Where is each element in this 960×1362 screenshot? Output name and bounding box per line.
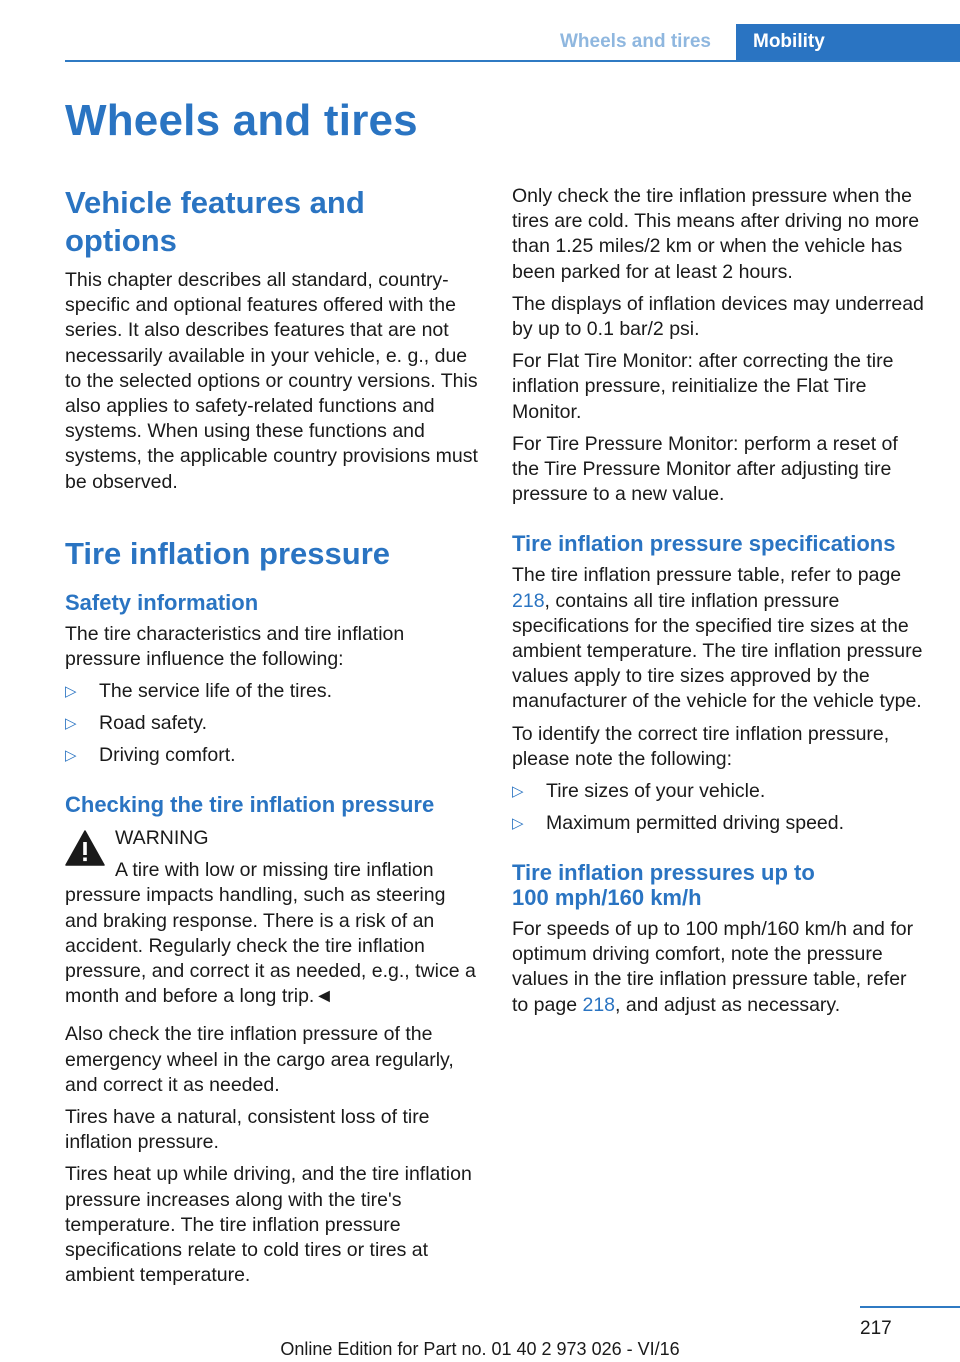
safety-information-text: The tire characteristics and tire inflation pressure influence the following: xyxy=(65,622,405,671)
bullet-triangle-icon: ▷ xyxy=(65,747,77,765)
edition-footer: Online Edition for Part no. 01 40 2 973 026 - VI/16 xyxy=(280,1339,680,1359)
list-item: ▷ The service life of the tires. xyxy=(65,680,333,703)
list-item: ▷ Maximum permitted driving speed. xyxy=(512,812,845,835)
bullet-triangle-icon: ▷ xyxy=(512,815,524,833)
list-item: ▷ Road safety. xyxy=(65,712,208,735)
checking-pressure-heading: Checking the tire inflation pressure xyxy=(65,792,435,818)
safety-bullet-list xyxy=(65,679,480,768)
tire-inflation-heading: Tire inflation pressure xyxy=(65,535,391,571)
header-chapter-tab: Mobility xyxy=(736,24,960,61)
page-title: Wheels and tires xyxy=(65,96,418,145)
natural-loss-text: Tires have a natural, consistent loss of tire inflation pressure. xyxy=(65,1106,430,1154)
heat-up-text: Tires heat up while driving, and the tire inflation pressure increases along with the tire's temperature. The tire inflation pressure specifications relate to cold tires or tires at ambient temperature. xyxy=(65,1163,472,1287)
header-section-label: Wheels and tires xyxy=(560,31,711,52)
list-item: ▷ Driving comfort. xyxy=(65,744,236,767)
flat-tire-monitor-text: For Flat Tire Monitor: after correcting the tire inflation pressure, reinitialize the Flat Tire Monitor. xyxy=(512,350,894,423)
vehicle-features-text: This chapter describes all standard, country-specific and optional features offered with the series. It also describes features that are not necessarily available in your vehicle, e. g., due to the selected options or country versions. This also applies to safety-related functions and systems. When using these functions and systems, the applicable country provisions must be observed. xyxy=(65,269,478,493)
cold-tires-text: Only check the tire inflation pressure when the tires are cold. This means after driving no more than 1.25 miles/2 km or when the vehicle has been parked for at least 2 hours. xyxy=(512,185,920,283)
vehicle-features-heading: Vehicle features and options xyxy=(65,185,365,258)
warning-text: A tire with low or missing tire inflation pressure impacts handling, such as steering and braking response. There is a risk of an accident. Regularly check the tire inflation pressure, and correct it as needed, e.g., twice a month and before a long trip.◄ xyxy=(65,859,476,1008)
list-item: ▷ Tire sizes of your vehicle. xyxy=(512,780,766,803)
page-link-218[interactable]: 218 xyxy=(582,993,616,1016)
warning-triangle-icon xyxy=(65,830,105,866)
footer-rule xyxy=(860,1306,960,1308)
identify-pressure-text: To identify the correct tire inflation pressure, please note the following: xyxy=(512,722,890,770)
page-number: 217 xyxy=(860,1318,892,1339)
right-column xyxy=(512,184,927,1018)
identify-bullet-list xyxy=(512,779,927,836)
warning-label: WARNING xyxy=(115,827,209,850)
header-rule xyxy=(65,60,960,62)
emergency-wheel-text: Also check the tire inflation pressure of the emergency wheel in the cargo area regularly, and correct it as needed. xyxy=(65,1023,454,1096)
safety-information-heading: Safety information xyxy=(65,589,259,615)
up-to-100-text: For speeds of up to 100 mph/160 km/h and for optimum driving comfort, note the pressure values in the tire inflation pressure table, refer to page 218, and adjust as necessary. xyxy=(512,918,914,1016)
specifications-text: The tire inflation pressure table, refer to page 218, contains all tire inflation pressure specifications for the specified tire sizes at the ambient temperature. The tire inflation pressure values apply to tire sizes approved by the manufacturer of the vehicle for the vehicle type. xyxy=(512,564,923,713)
specifications-heading: Tire inflation pressure specifications xyxy=(512,531,896,557)
warning-box xyxy=(65,826,480,1009)
page-link-218[interactable]: 218 xyxy=(512,589,545,612)
bullet-triangle-icon: ▷ xyxy=(512,783,524,801)
inflation-devices-text: The displays of inflation devices may underread by up to 0.1 bar/2 psi. xyxy=(512,292,924,341)
left-column xyxy=(65,184,480,1288)
bullet-triangle-icon: ▷ xyxy=(65,683,77,701)
bullet-triangle-icon: ▷ xyxy=(65,715,77,733)
up-to-100-heading: Tire inflation pressures up to 100 mph/160 km/h xyxy=(512,860,815,911)
tire-pressure-monitor-text: For Tire Pressure Monitor: perform a reset of the Tire Pressure Monitor after adjusting tire pressure to a new value. xyxy=(512,432,898,506)
